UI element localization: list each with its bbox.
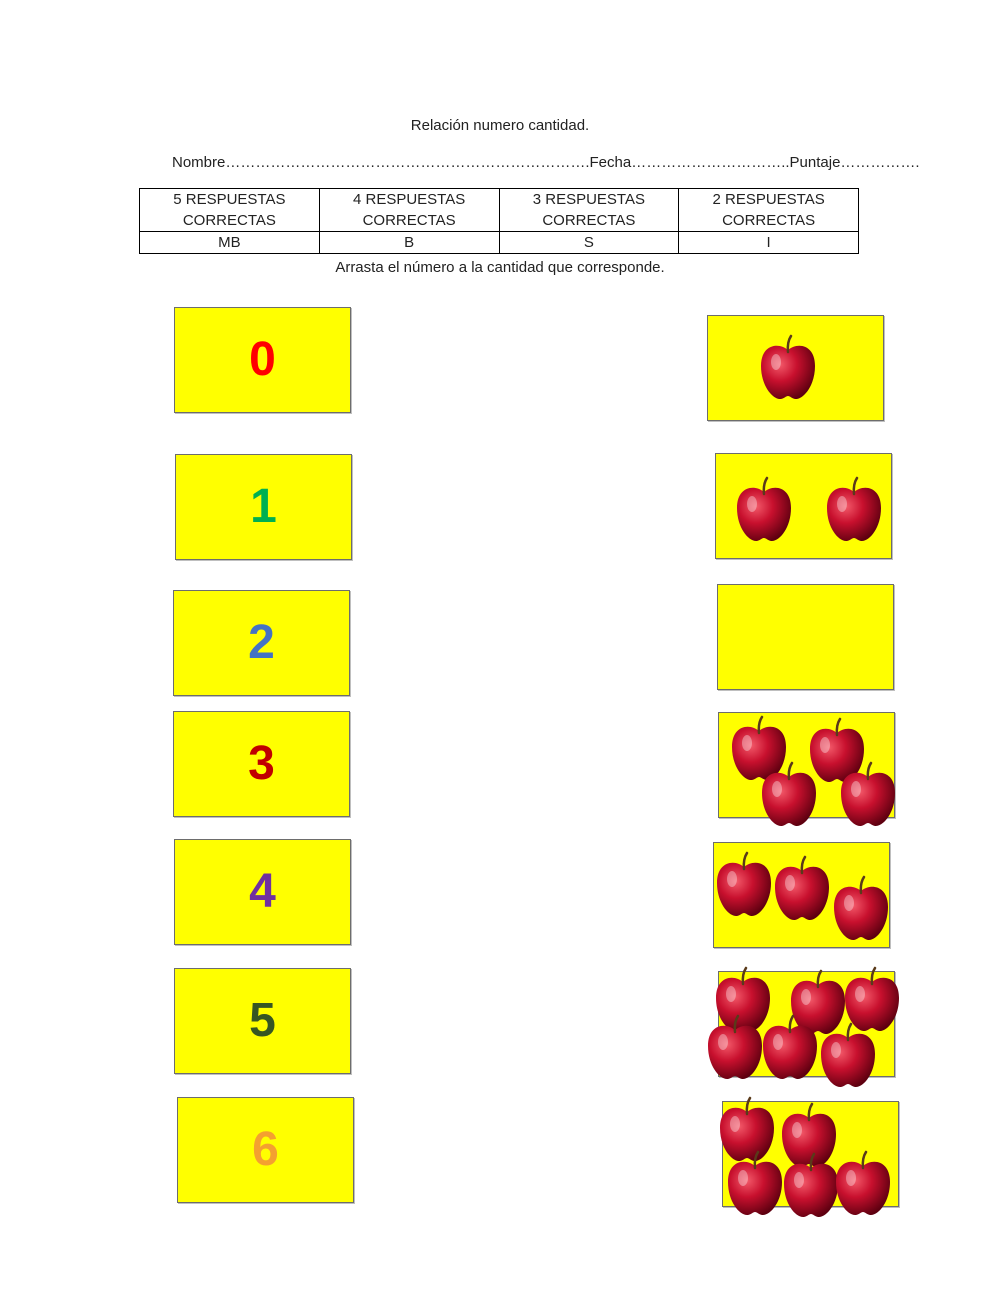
apple-icon	[704, 1014, 766, 1082]
number-label: 3	[248, 737, 275, 790]
score-grade: B	[319, 232, 499, 254]
apple-icon	[733, 476, 795, 544]
score-table	[139, 188, 859, 254]
apple-icon	[724, 1150, 786, 1218]
apple-icon	[823, 476, 885, 544]
instructions: Arrasta el número a la cantidad que corresponde.	[335, 259, 665, 276]
apple-icon	[759, 1014, 821, 1082]
apple-icon	[771, 855, 833, 923]
number-card-5[interactable]	[174, 968, 351, 1074]
apple-icon	[757, 334, 819, 402]
score-header: 4 RESPUESTAS CORRECTAS	[319, 189, 499, 232]
number-card-4[interactable]	[174, 839, 351, 945]
number-card-1[interactable]	[175, 454, 352, 560]
apple-icon	[832, 1150, 894, 1218]
number-label: 6	[252, 1123, 279, 1176]
score-grade: I	[679, 232, 859, 254]
score-table-header-row	[140, 189, 859, 232]
apple-icon	[837, 761, 899, 829]
score-header: 5 RESPUESTAS CORRECTAS	[140, 189, 320, 232]
score-table-grade-row	[140, 232, 859, 254]
quantity-card-1[interactable]	[707, 315, 884, 421]
number-card-6[interactable]	[177, 1097, 354, 1203]
number-label: 1	[250, 480, 277, 533]
score-grade: MB	[140, 232, 320, 254]
score-header: 3 RESPUESTAS CORRECTAS	[499, 189, 679, 232]
apple-icon	[830, 875, 892, 943]
apple-icon	[758, 761, 820, 829]
number-label: 5	[249, 994, 276, 1047]
number-label: 0	[249, 333, 276, 386]
number-card-0[interactable]	[174, 307, 351, 413]
number-card-2[interactable]	[173, 590, 350, 696]
apple-icon	[713, 851, 775, 919]
quantity-card-2[interactable]	[715, 453, 892, 559]
quantity-card-4[interactable]	[718, 712, 895, 818]
score-header: 2 RESPUESTAS CORRECTAS	[679, 189, 859, 232]
number-label: 2	[248, 616, 275, 669]
number-card-3[interactable]	[173, 711, 350, 817]
quantity-card-3[interactable]	[713, 842, 890, 948]
student-info-line: Nombre……………………………………………………………….Fecha…………………………..Puntaje…………….	[172, 154, 920, 171]
quantity-card-5[interactable]	[722, 1101, 899, 1207]
number-label: 4	[249, 865, 276, 918]
quantity-card-empty[interactable]	[717, 584, 894, 690]
page-title: Relación numero cantidad.	[410, 117, 590, 134]
apple-icon	[817, 1022, 879, 1090]
score-grade: S	[499, 232, 679, 254]
quantity-card-6[interactable]	[718, 971, 895, 1077]
